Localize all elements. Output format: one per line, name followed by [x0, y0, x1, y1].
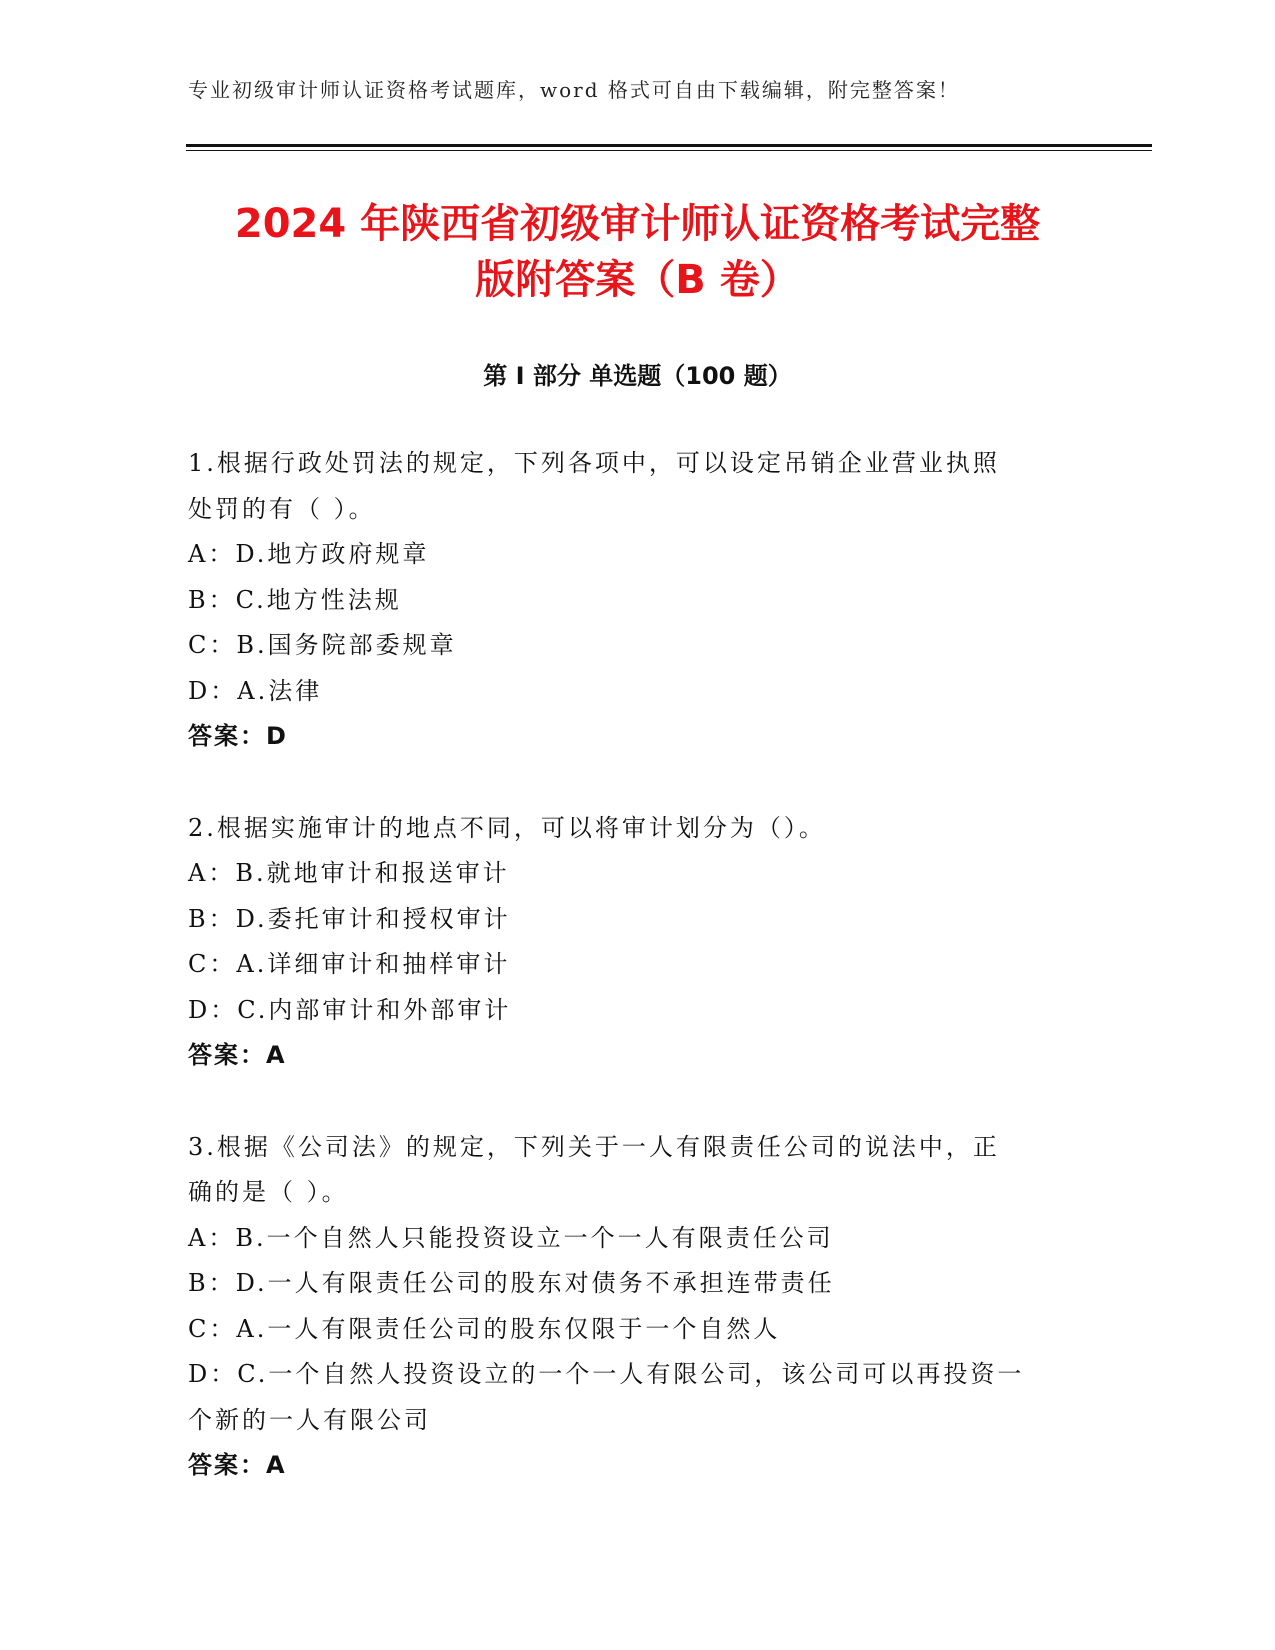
section-title: 第 I 部分 单选题（100 题）	[483, 362, 792, 390]
question-1	[188, 441, 1068, 760]
question-stem: 3.根据《公司法》的规定，下列关于一人有限责任公司的说法中，正 确的是（ ）。	[188, 1132, 1000, 1206]
option-d: D：C.一个自然人投资设立的一个一人有限公司，该公司可以再投资一 个新的一人有限公司	[188, 1360, 1025, 1434]
document-title	[150, 196, 1125, 308]
header-rule-thick	[186, 144, 1152, 147]
answer: 答案：A	[188, 1041, 287, 1069]
option-b: B：D.一人有限责任公司的股东对债务不承担连带责任	[188, 1269, 835, 1297]
option-a: A：B.一个自然人只能投资设立一个一人有限责任公司	[188, 1223, 834, 1252]
document-title-line-1: 2024 年陕西省初级审计师认证资格考试完整	[234, 201, 1041, 247]
header-rule-thin	[186, 150, 1152, 151]
question-stem: 1.根据行政处罚法的规定，下列各项中，可以设定吊销企业营业执照 处罚的有（ ）。	[188, 449, 1000, 523]
option-d: D：C.内部审计和外部审计	[188, 995, 512, 1024]
option-c: C：A.一人有限责任公司的股东仅限于一个自然人	[188, 1314, 781, 1343]
option-c: C：A.详细审计和抽样审计	[188, 950, 511, 978]
header-note: 专业初级审计师认证资格考试题库，word 格式可自由下载编辑，附完整答案！	[188, 78, 960, 102]
question-list	[188, 441, 1068, 1535]
document-title-line-2: 版附答案（B 卷）	[475, 257, 800, 303]
question-3	[188, 1125, 1068, 1489]
option-a: A：D.地方政府规章	[188, 540, 430, 568]
question-stem: 2.根据实施审计的地点不同，可以将审计划分为（）。	[188, 813, 826, 842]
option-c: C：B.国务院部委规章	[188, 631, 457, 659]
option-b: B：D.委托审计和授权审计	[188, 904, 511, 933]
option-d: D：A.法律	[188, 676, 323, 705]
question-2	[188, 806, 1068, 1079]
answer: 答案：D	[188, 722, 288, 750]
option-b: B：C.地方性法规	[188, 585, 402, 614]
answer: 答案：A	[188, 1451, 287, 1479]
option-a: A：B.就地审计和报送审计	[188, 859, 510, 887]
